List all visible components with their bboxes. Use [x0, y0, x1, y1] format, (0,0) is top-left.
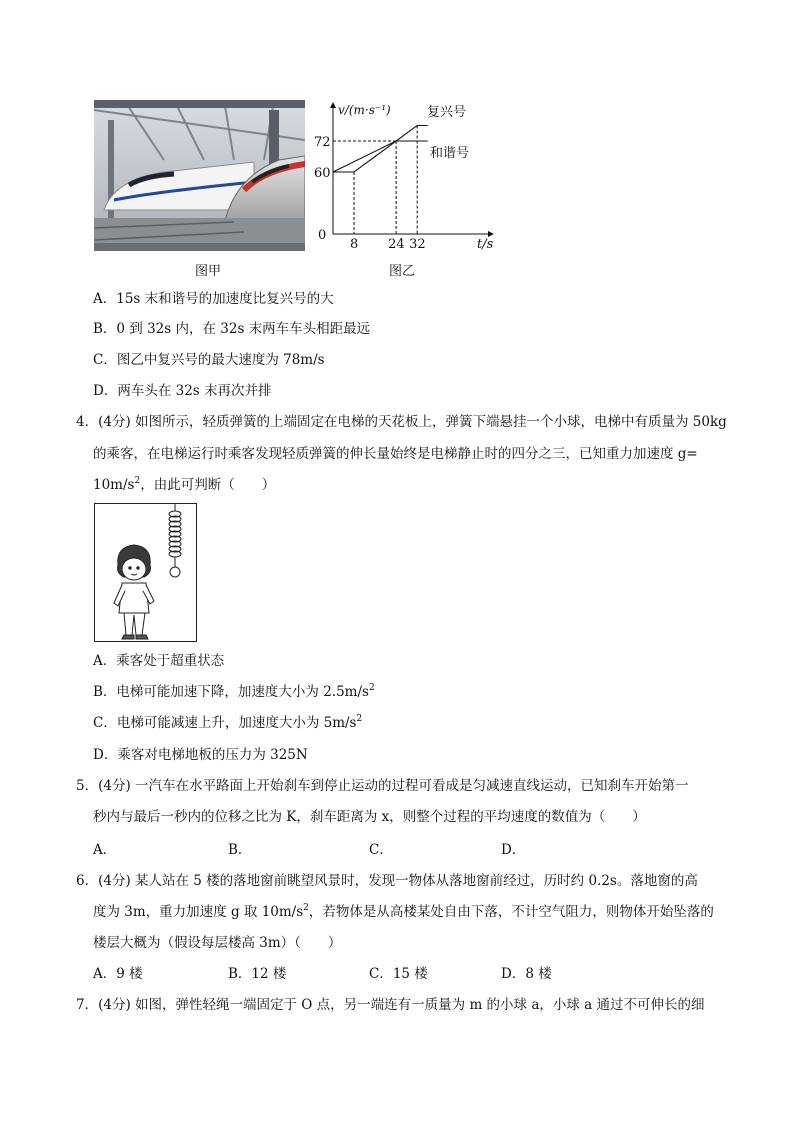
velocity-time-graph-svg — [312, 96, 502, 256]
graph-caption: 图乙 — [389, 264, 416, 279]
y-tick-72: 72 — [314, 135, 331, 150]
train-photo-illustration — [94, 100, 305, 251]
q6-line2-post: ，若物体是从高楼某处自由下落，不计空气阻力，则物体开始坠落的 — [308, 904, 714, 920]
series-line-hexie — [333, 141, 428, 172]
q6-line2-sup: 2 — [303, 902, 309, 913]
q4-option-c-text: C．电梯可能减速上升，加速度大小为 5m/s — [93, 715, 357, 731]
q6-option-d: D．8 楼 — [501, 966, 552, 982]
x-tick-8: 8 — [350, 237, 359, 252]
q5-option-d: D． — [501, 842, 526, 858]
q3-option-a: A．15s 末和谐号的加速度比复兴号的大 — [93, 291, 334, 307]
q3-option-d: D．两车头在 32s 末再次并排 — [93, 383, 272, 399]
velocity-time-graph — [312, 96, 502, 256]
q4-option-a: A．乘客处于超重状态 — [93, 653, 225, 669]
q4-text-line2: 的乘客，在电梯运行时乘客发现轻质弹簧的伸长量始终是电梯静止时的四分之三，已知重力加速度 g= — [93, 446, 698, 462]
q4-option-c — [93, 714, 362, 732]
q4-line3-pre: 10m/s — [93, 477, 135, 493]
x-axis-label: t/s — [477, 237, 494, 252]
graph-labels — [314, 103, 494, 252]
q6-option-c: C．15 楼 — [369, 966, 428, 982]
q4-line3-post: ，由此可判断（ ） — [140, 477, 276, 493]
q4-option-d: D．乘客对电梯地板的压力为 325N — [93, 747, 308, 763]
q6-option-a: A．9 楼 — [93, 966, 143, 982]
q4-text-line1: 4．(4分) 如图所示，轻质弹簧的上端固定在电梯的天花板上，弹簧下端悬挂一个小球，电梯中有质量为 50kg — [76, 414, 727, 430]
graph-series — [333, 126, 428, 173]
q6-text-line2 — [93, 903, 714, 921]
q5-text-line2: 秒内与最后一秒内的位移之比为 K，刹车距离为 x，则整个过程的平均速度的数值为（ ） — [93, 809, 646, 825]
y-axis-arrow — [330, 102, 336, 108]
q4-line3-sup: 2 — [134, 475, 141, 486]
q4-option-b-text: B．电梯可能加速下降，加速度大小为 2.5m/s — [93, 684, 369, 700]
series-label-fuxing: 复兴号 — [427, 105, 467, 120]
q7-text-line1: 7．(4分) 如图，弹性轻绳一端固定于 O 点，另一端连有一质量为 m 的小球 a，小球 a 通过不可伸长的细 — [76, 997, 705, 1013]
q6-line2-pre: 度为 3m，重力加速度 g 取 10m/s — [93, 904, 304, 920]
q6-option-b: B．12 楼 — [228, 966, 287, 982]
q4-option-b-sup: 2 — [368, 682, 375, 693]
q6-text-line1: 6．(4分) 某人站在 5 楼的落地窗前眺望风景时，发现一物体从落地窗前经过，历时约 0.2s。落地窗的高 — [76, 873, 698, 889]
x-tick-24: 24 — [388, 237, 405, 252]
q4-text-line3 — [93, 476, 275, 494]
elevator-illustration — [94, 503, 197, 642]
q5-option-a: A． — [93, 842, 117, 858]
q4-option-c-sup: 2 — [356, 713, 363, 724]
series-label-hexie: 和谐号 — [430, 146, 470, 161]
y-tick-0: 0 — [318, 228, 327, 243]
y-axis-label: v/(m·s⁻¹) — [338, 103, 391, 117]
q5-option-b: B． — [228, 842, 252, 858]
photo-caption: 图甲 — [195, 264, 222, 279]
x-tick-32: 32 — [409, 237, 426, 252]
q6-text-line3: 楼层大概为（假设每层楼高 3m）（ ） — [93, 935, 342, 951]
y-tick-60: 60 — [314, 166, 331, 181]
q5-text-line1: 5．(4分) 一汽车在水平路面上开始刹车到停止运动的过程可看成是匀减速直线运动，已知刹车开始第一 — [76, 778, 689, 794]
q4-option-b — [93, 683, 375, 701]
train-photo — [94, 100, 305, 251]
elevator-figure — [94, 503, 197, 642]
q3-option-b: B．0 到 32s 内，在 32s 末两车车头相距最远 — [93, 321, 371, 337]
q3-option-c: C．图乙中复兴号的最大速度为 78m/s — [93, 352, 325, 368]
graph-axes — [330, 102, 494, 237]
q5-option-c: C． — [369, 842, 393, 858]
graph-guides — [333, 126, 417, 235]
